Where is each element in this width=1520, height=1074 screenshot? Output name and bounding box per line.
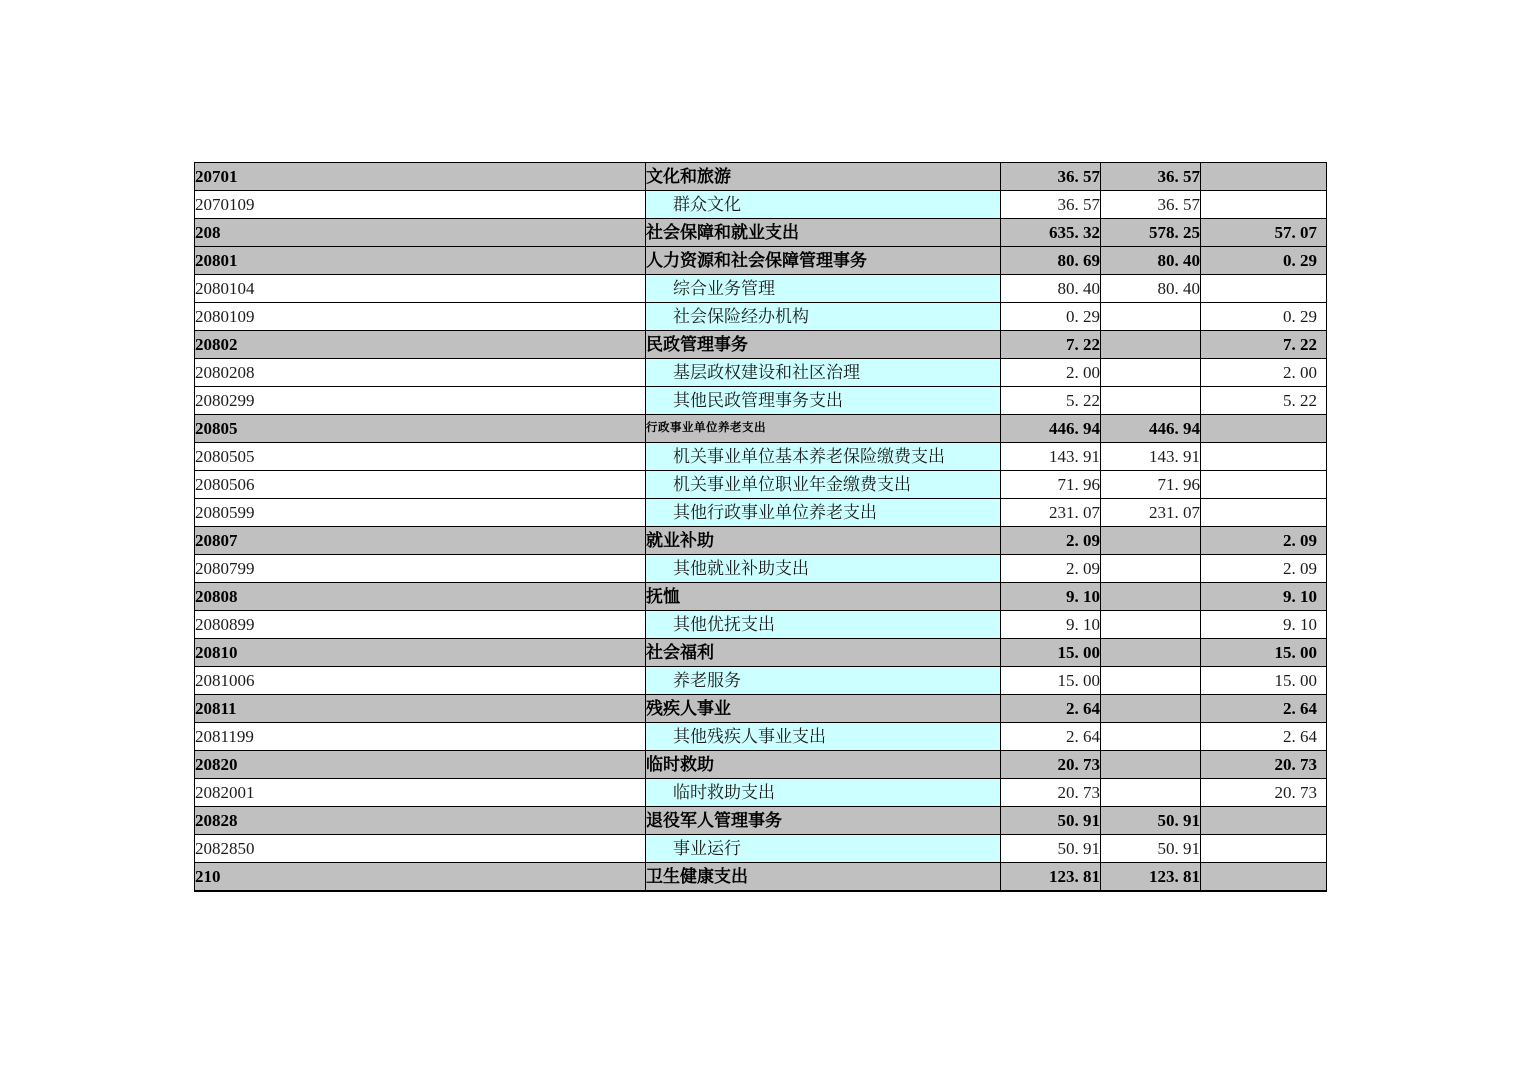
row-name-cell: 养老服务 — [646, 667, 1001, 695]
value1-cell: 0. 29 — [1001, 303, 1101, 331]
row-code-cell: 20805 — [195, 415, 646, 443]
category-row — [195, 527, 1327, 555]
row-name-cell: 残疾人事业 — [646, 695, 1001, 723]
value2-cell: 231. 07 — [1101, 499, 1201, 527]
row-name-cell: 机关事业单位基本养老保险缴费支出 — [646, 443, 1001, 471]
value2-cell — [1101, 555, 1201, 583]
value3-cell — [1201, 415, 1327, 443]
value1-cell: 635. 32 — [1001, 219, 1101, 247]
row-code-cell: 20807 — [195, 527, 646, 555]
row-code-cell: 2082850 — [195, 835, 646, 863]
value3-cell: 9. 10 — [1201, 583, 1327, 611]
detail-row — [195, 499, 1327, 527]
value2-cell — [1101, 667, 1201, 695]
row-name-cell: 行政事业单位养老支出 — [646, 415, 1001, 443]
value1-cell: 2. 09 — [1001, 527, 1101, 555]
value1-cell: 36. 57 — [1001, 163, 1101, 191]
category-row — [195, 415, 1327, 443]
row-code-cell: 20810 — [195, 639, 646, 667]
row-name-cell: 就业补助 — [646, 527, 1001, 555]
value2-cell — [1101, 723, 1201, 751]
value2-cell — [1101, 611, 1201, 639]
value3-cell: 15. 00 — [1201, 667, 1327, 695]
row-code-cell: 208 — [195, 219, 646, 247]
value3-cell: 9. 10 — [1201, 611, 1327, 639]
value3-cell — [1201, 863, 1327, 892]
value2-cell: 123. 81 — [1101, 863, 1201, 892]
value3-cell: 7. 22 — [1201, 331, 1327, 359]
value2-cell: 50. 91 — [1101, 835, 1201, 863]
row-name-cell: 其他优抚支出 — [646, 611, 1001, 639]
value3-cell: 2. 00 — [1201, 359, 1327, 387]
detail-row — [195, 667, 1327, 695]
value3-cell — [1201, 499, 1327, 527]
value2-cell — [1101, 639, 1201, 667]
value3-cell: 20. 73 — [1201, 779, 1327, 807]
value3-cell — [1201, 807, 1327, 835]
category-row — [195, 863, 1327, 892]
value3-cell — [1201, 835, 1327, 863]
row-code-cell: 2081006 — [195, 667, 646, 695]
row-name-cell: 社会保险经办机构 — [646, 303, 1001, 331]
detail-row — [195, 471, 1327, 499]
row-name-cell: 其他就业补助支出 — [646, 555, 1001, 583]
row-code-cell: 2080208 — [195, 359, 646, 387]
value1-cell: 231. 07 — [1001, 499, 1101, 527]
row-code-cell: 2080506 — [195, 471, 646, 499]
value3-cell — [1201, 471, 1327, 499]
row-code-cell: 20801 — [195, 247, 646, 275]
value1-cell: 50. 91 — [1001, 835, 1101, 863]
value3-cell: 15. 00 — [1201, 639, 1327, 667]
value1-cell: 7. 22 — [1001, 331, 1101, 359]
value3-cell: 0. 29 — [1201, 303, 1327, 331]
row-code-cell: 20811 — [195, 695, 646, 723]
detail-row — [195, 555, 1327, 583]
value1-cell: 9. 10 — [1001, 583, 1101, 611]
value1-cell: 80. 40 — [1001, 275, 1101, 303]
category-row — [195, 583, 1327, 611]
value2-cell: 80. 40 — [1101, 275, 1201, 303]
row-name-cell: 其他残疾人事业支出 — [646, 723, 1001, 751]
detail-row — [195, 359, 1327, 387]
budget-table — [194, 162, 1327, 892]
row-code-cell: 2080104 — [195, 275, 646, 303]
value3-cell: 57. 07 — [1201, 219, 1327, 247]
value1-cell: 143. 91 — [1001, 443, 1101, 471]
category-row — [195, 695, 1327, 723]
row-name-cell: 事业运行 — [646, 835, 1001, 863]
value2-cell — [1101, 583, 1201, 611]
value1-cell: 15. 00 — [1001, 639, 1101, 667]
row-code-cell: 20808 — [195, 583, 646, 611]
row-name-cell: 人力资源和社会保障管理事务 — [646, 247, 1001, 275]
value3-cell: 0. 29 — [1201, 247, 1327, 275]
row-code-cell: 2081199 — [195, 723, 646, 751]
row-code-cell: 210 — [195, 863, 646, 892]
row-name-cell: 机关事业单位职业年金缴费支出 — [646, 471, 1001, 499]
value1-cell: 2. 00 — [1001, 359, 1101, 387]
value3-cell — [1201, 443, 1327, 471]
budget-table-body — [195, 163, 1327, 892]
detail-row — [195, 723, 1327, 751]
row-name-cell: 其他民政管理事务支出 — [646, 387, 1001, 415]
row-code-cell: 2080799 — [195, 555, 646, 583]
value2-cell — [1101, 527, 1201, 555]
detail-row — [195, 303, 1327, 331]
row-code-cell: 20802 — [195, 331, 646, 359]
row-code-cell: 20701 — [195, 163, 646, 191]
row-name-cell: 临时救助 — [646, 751, 1001, 779]
row-code-cell: 2082001 — [195, 779, 646, 807]
row-code-cell: 2070109 — [195, 191, 646, 219]
detail-row — [195, 275, 1327, 303]
row-code-cell: 2080505 — [195, 443, 646, 471]
category-row — [195, 163, 1327, 191]
value2-cell — [1101, 359, 1201, 387]
row-code-cell: 20820 — [195, 751, 646, 779]
row-name-cell: 其他行政事业单位养老支出 — [646, 499, 1001, 527]
value1-cell: 2. 09 — [1001, 555, 1101, 583]
value3-cell: 2. 64 — [1201, 723, 1327, 751]
value3-cell: 2. 64 — [1201, 695, 1327, 723]
value3-cell: 5. 22 — [1201, 387, 1327, 415]
value2-cell — [1101, 779, 1201, 807]
row-name-cell: 卫生健康支出 — [646, 863, 1001, 892]
detail-row — [195, 611, 1327, 639]
row-name-cell: 基层政权建设和社区治理 — [646, 359, 1001, 387]
row-name-cell: 社会福利 — [646, 639, 1001, 667]
category-row — [195, 247, 1327, 275]
value3-cell: 2. 09 — [1201, 555, 1327, 583]
value1-cell: 2. 64 — [1001, 695, 1101, 723]
value1-cell: 80. 69 — [1001, 247, 1101, 275]
value1-cell: 5. 22 — [1001, 387, 1101, 415]
detail-row — [195, 835, 1327, 863]
value2-cell — [1101, 751, 1201, 779]
row-name-cell: 民政管理事务 — [646, 331, 1001, 359]
detail-row — [195, 387, 1327, 415]
detail-row — [195, 191, 1327, 219]
value2-cell: 578. 25 — [1101, 219, 1201, 247]
value2-cell — [1101, 303, 1201, 331]
value1-cell: 36. 57 — [1001, 191, 1101, 219]
row-name-cell: 社会保障和就业支出 — [646, 219, 1001, 247]
value3-cell: 20. 73 — [1201, 751, 1327, 779]
value2-cell: 446. 94 — [1101, 415, 1201, 443]
category-row — [195, 639, 1327, 667]
value1-cell: 2. 64 — [1001, 723, 1101, 751]
row-name-cell: 群众文化 — [646, 191, 1001, 219]
value2-cell: 71. 96 — [1101, 471, 1201, 499]
value2-cell: 50. 91 — [1101, 807, 1201, 835]
value2-cell: 36. 57 — [1101, 191, 1201, 219]
value2-cell: 143. 91 — [1101, 443, 1201, 471]
detail-row — [195, 779, 1327, 807]
row-name-cell: 临时救助支出 — [646, 779, 1001, 807]
value1-cell: 123. 81 — [1001, 863, 1101, 892]
value2-cell — [1101, 387, 1201, 415]
value3-cell — [1201, 191, 1327, 219]
value1-cell: 20. 73 — [1001, 779, 1101, 807]
row-code-cell: 2080599 — [195, 499, 646, 527]
row-code-cell: 2080899 — [195, 611, 646, 639]
value3-cell — [1201, 163, 1327, 191]
value3-cell — [1201, 275, 1327, 303]
value1-cell: 15. 00 — [1001, 667, 1101, 695]
category-row — [195, 331, 1327, 359]
value3-cell: 2. 09 — [1201, 527, 1327, 555]
category-row — [195, 807, 1327, 835]
value2-cell — [1101, 331, 1201, 359]
row-code-cell: 20828 — [195, 807, 646, 835]
value2-cell: 80. 40 — [1101, 247, 1201, 275]
value1-cell: 9. 10 — [1001, 611, 1101, 639]
value1-cell: 20. 73 — [1001, 751, 1101, 779]
value2-cell: 36. 57 — [1101, 163, 1201, 191]
value1-cell: 71. 96 — [1001, 471, 1101, 499]
row-name-cell: 文化和旅游 — [646, 163, 1001, 191]
category-row — [195, 751, 1327, 779]
value2-cell — [1101, 695, 1201, 723]
row-name-cell: 退役军人管理事务 — [646, 807, 1001, 835]
row-code-cell: 2080109 — [195, 303, 646, 331]
row-name-cell: 综合业务管理 — [646, 275, 1001, 303]
value1-cell: 446. 94 — [1001, 415, 1101, 443]
row-code-cell: 2080299 — [195, 387, 646, 415]
row-name-cell: 抚恤 — [646, 583, 1001, 611]
value1-cell: 50. 91 — [1001, 807, 1101, 835]
category-row — [195, 219, 1327, 247]
detail-row — [195, 443, 1327, 471]
